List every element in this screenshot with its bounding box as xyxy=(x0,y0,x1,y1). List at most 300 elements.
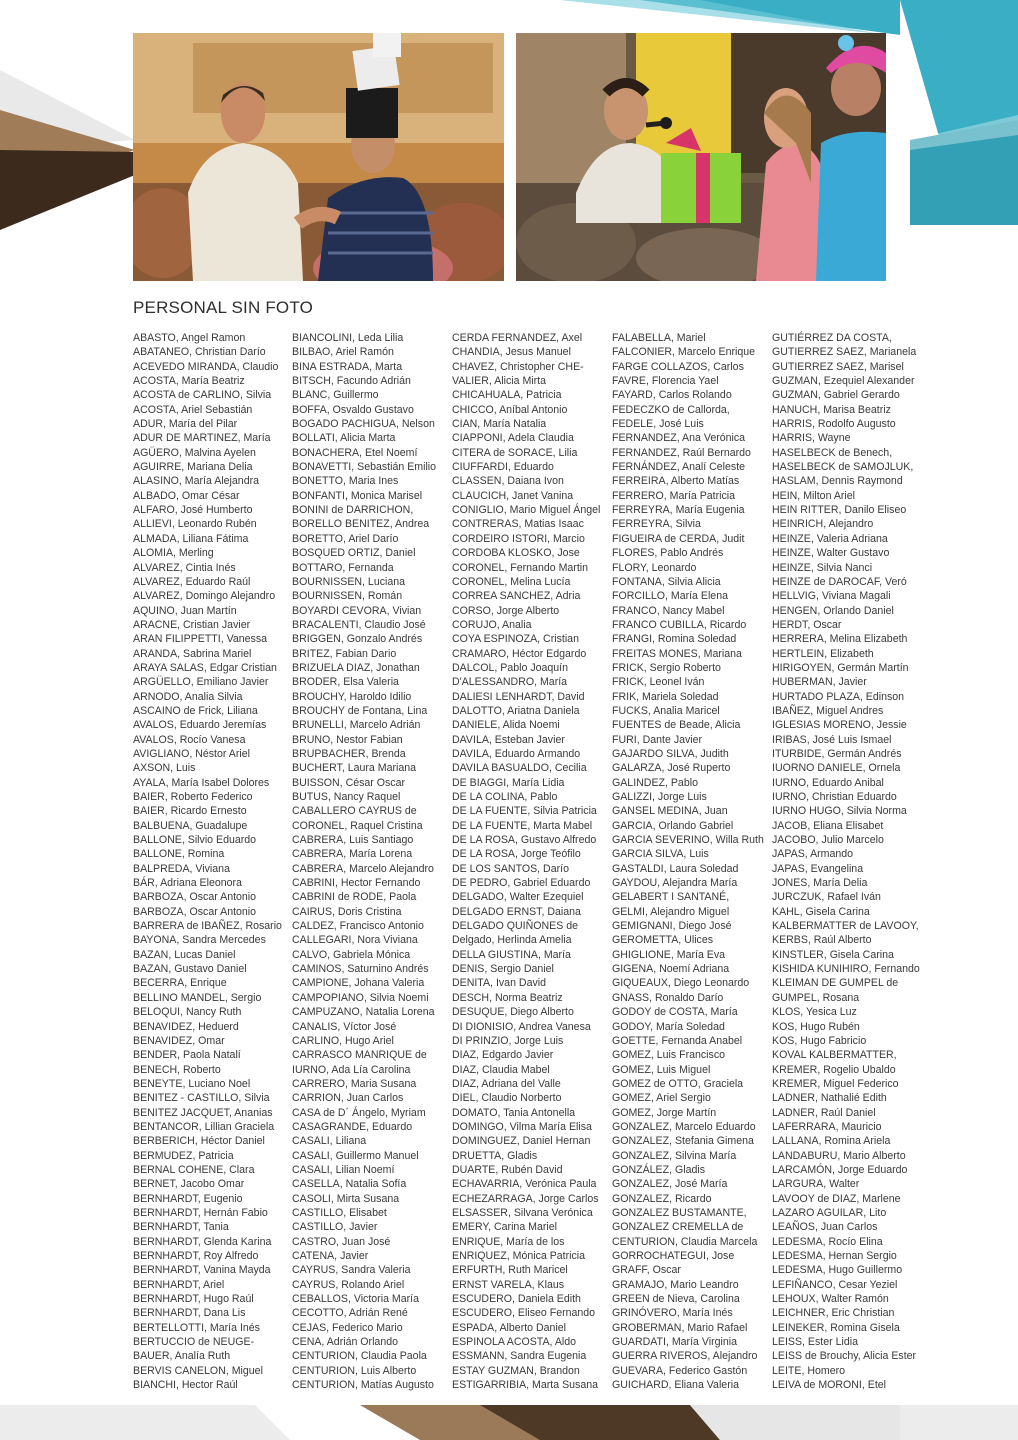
name-entry: DAVILA BASUALDO, Cecilia xyxy=(452,762,587,775)
name-entry: FALABELLA, Mariel xyxy=(612,332,706,344)
name-entry: BAIER, Ricardo Ernesto xyxy=(133,805,247,818)
name-entry: CAMPIONE, Johana Valeria xyxy=(292,977,425,990)
name-entry: FRICK, Sergio Roberto xyxy=(612,661,721,674)
name-entry: KISHIDA KUNIHIRO, Fernando xyxy=(772,963,920,976)
name-entry: CRAMARO, Héctor Edgardo xyxy=(452,647,587,660)
name-entry: BRIZUELA DIAZ, Jonathan xyxy=(292,661,420,674)
name-entry: GOMEZ, Jorge Martín xyxy=(612,1106,717,1119)
names-column-2 xyxy=(292,331,452,1392)
left-decoration xyxy=(0,0,135,240)
name-entry: ENRIQUEZ, Mónica Patricia xyxy=(452,1250,586,1262)
name-entry: DAVILA, Eduardo Armando xyxy=(452,747,581,760)
name-entry: GUARDATI, María Virginia xyxy=(612,1336,737,1349)
name-entry: HERRERA, Melina Elizabeth xyxy=(772,633,908,646)
name-entry: HEINZE de DAROCAF, Veró xyxy=(772,575,907,588)
name-entry: KAHL, Gisela Carina xyxy=(772,905,870,918)
name-entry: HASELBECK de Benech, xyxy=(772,446,893,459)
name-entry: FERNANDEZ, Ana Verónica xyxy=(612,432,746,445)
name-entry: BOYARDI CEVORA, Vivian xyxy=(292,604,422,617)
name-entry: CABRERA, Luis Santiago xyxy=(292,834,414,847)
name-entry: BOSQUED ORTIZ, Daniel xyxy=(292,547,416,560)
name-entry: GONZALEZ BUSTAMANTE, xyxy=(612,1206,747,1219)
name-entry: ACOSTA, Ariel Sebastián xyxy=(133,403,253,416)
name-entry: HIRIGOYEN, Germán Martín xyxy=(772,661,909,674)
name-entry: AVALOS, Eduardo Jeremías xyxy=(133,719,267,732)
name-entry: BERNHARDT, Vanina Mayda xyxy=(133,1264,271,1277)
name-entry: BORELLO BENITEZ, Andrea xyxy=(292,518,430,531)
name-entry: GODOY, María Soledad xyxy=(612,1020,725,1033)
name-entry: BILBAO, Ariel Ramón xyxy=(292,346,394,359)
name-entry: FERREYRA, Silvia xyxy=(612,518,701,531)
name-entry: DESCH, Norma Beatriz xyxy=(452,991,563,1004)
name-entry: DE LA COLINA, Pablo xyxy=(452,791,558,803)
name-entry: CAMPUZANO, Natalia Lorena xyxy=(292,1006,435,1019)
name-entry: ALASINO, María Alejandra xyxy=(133,475,260,488)
name-entry: BOURNISSEN, Luciana xyxy=(292,575,406,588)
name-entry: BERNHARDT, Eugenio xyxy=(133,1192,243,1205)
name-entry: KOVAL KALBERMATTER, xyxy=(772,1049,897,1062)
name-entry: BENAVIDEZ, Omar xyxy=(133,1034,225,1047)
name-entry: GHIGLIONE, María Eva xyxy=(612,948,726,961)
name-entry: ARANDA, Sabrina Mariel xyxy=(133,647,252,660)
name-entry: BERNHARDT, Hugo Raúl xyxy=(133,1293,254,1306)
name-entry: BERNHARDT, Tania xyxy=(133,1221,229,1234)
name-entry: CAYRUS, Sandra Valeria xyxy=(292,1264,411,1277)
name-entry: BUCHERT, Laura Mariana xyxy=(292,762,417,775)
name-entry: BLANC, Guillermo xyxy=(292,389,379,402)
name-entry: CABRINI, Hector Fernando xyxy=(292,877,421,890)
name-entry: ABASTO, Angel Ramon xyxy=(133,332,246,344)
name-entry: CASALI, Lilian Noemí xyxy=(292,1163,395,1176)
name-entry: BENDER, Paola Natalí xyxy=(133,1049,241,1062)
name-entry: ACOSTA, María Beatriz xyxy=(133,375,245,388)
name-entry: ERNST VARELA, Klaus xyxy=(452,1278,565,1291)
name-entry: CASTILLO, Javier xyxy=(292,1221,378,1234)
name-entry: BAUER, Analía Ruth xyxy=(133,1350,231,1363)
name-entry: FERNÁNDEZ, Analí Celeste xyxy=(612,461,746,474)
name-entry: JURCZUK, Rafael Iván xyxy=(772,891,881,904)
name-entry: BERNET, Jacobo Omar xyxy=(133,1178,245,1191)
name-entry: FRANGI, Romina Soledad xyxy=(612,633,737,646)
name-entry: ALVAREZ, Cintia Inés xyxy=(133,561,236,574)
name-entry: CABRINI de RODE, Paola xyxy=(292,891,417,904)
name-entry: GRAFF, Oscar xyxy=(612,1264,681,1277)
name-entry: LEISS de Brouchy, Alicia Ester xyxy=(772,1350,917,1363)
name-entry: CALDEZ, Francisco Antonio xyxy=(292,920,424,933)
name-entry: KALBERMATTER de LAVOOY, xyxy=(772,920,919,933)
name-entry: BOLLATI, Alicia Marta xyxy=(292,432,396,445)
name-entry: HERDT, Oscar xyxy=(772,618,842,631)
name-entry: Delgado, Herlinda Amelia xyxy=(452,934,572,947)
name-entry: GREEN de Nieva, Carolina xyxy=(612,1293,740,1306)
name-entry: LEISS, Ester Lidia xyxy=(772,1336,858,1349)
name-entry: DIEL, Claudio Norberto xyxy=(452,1092,562,1105)
name-entry: HERTLEIN, Elizabeth xyxy=(772,647,874,660)
name-entry: BUTUS, Nancy Raquel xyxy=(292,791,401,803)
name-entry: ACOSTA de CARLINO, Silvia xyxy=(133,389,272,402)
name-entry: BENITEZ - CASTILLO, Silvia xyxy=(133,1092,270,1105)
name-entry: CIUFFARDI, Eduardo xyxy=(452,461,554,474)
name-entry: BALPREDA, Viviana xyxy=(133,862,230,875)
name-entry: ASCAINO de Frick, Liliana xyxy=(133,704,258,717)
name-entry: LAZARO AGUILAR, Lito xyxy=(772,1206,887,1219)
name-entry: KOS, Hugo Rubén xyxy=(772,1020,860,1033)
name-entry: KLOS, Yesica Luz xyxy=(772,1006,857,1019)
name-entry: BERNHARDT, Glenda Karina xyxy=(133,1235,272,1248)
name-entry: CORONEL, Fernando Martin xyxy=(452,561,589,574)
name-entry: DRUETTA, Gladis xyxy=(452,1149,538,1162)
name-entry: LEDESMA, Rocío Elina xyxy=(772,1235,883,1248)
event-photo-1-image xyxy=(133,33,504,281)
name-entry: CAYRUS, Rolando Ariel xyxy=(292,1278,405,1291)
name-entry: CENTURION, Luis Alberto xyxy=(292,1364,417,1377)
name-entry: GEMIGNANI, Diego José xyxy=(612,920,732,933)
name-entry: GASTALDI, Laura Soledad xyxy=(612,862,739,875)
name-entry: BENECH, Roberto xyxy=(133,1063,221,1076)
name-entry: GRINÓVERO, María Inés xyxy=(612,1307,733,1320)
name-entry: DESUQUE, Diego Alberto xyxy=(452,1006,574,1019)
name-entry: FRANCO, Nancy Mabel xyxy=(612,604,725,617)
name-entry: CORDEIRO ISTORI, Marcio xyxy=(452,532,585,545)
name-entry: ALBADO, Omar César xyxy=(133,489,240,502)
name-entry: GUTIERREZ SAEZ, Marianela xyxy=(772,346,917,359)
name-entry: CABALLERO CAYRUS de xyxy=(292,805,417,818)
name-entry: CASELLA, Natalia Sofía xyxy=(292,1178,407,1191)
name-entry: ESPADA, Alberto Daniel xyxy=(452,1321,567,1334)
name-entry: GROBERMAN, Mario Rafael xyxy=(612,1321,748,1334)
name-entry: DE LA FUENTE, Marta Mabel xyxy=(452,819,593,832)
name-entry: FIGUEIRA de CERDA, Judit xyxy=(612,532,745,545)
name-entry: DE LA ROSA, Jorge Teófilo xyxy=(452,848,581,861)
name-entry: CEBALLOS, Victoria María xyxy=(292,1293,419,1306)
name-entry: GELMI, Alejandro Miguel xyxy=(612,905,730,918)
event-photo-2 xyxy=(516,33,886,281)
name-entry: DALCOL, Pablo Joaquín xyxy=(452,661,569,674)
name-entry: BONINI de DARRICHON, xyxy=(292,504,414,517)
name-entry: LEDESMA, Hernan Sergio xyxy=(772,1250,897,1262)
name-entry: ACEVEDO MIRANDA, Claudio xyxy=(133,360,279,373)
name-entry: BRIGGEN, Gonzalo Andrés xyxy=(292,633,423,646)
name-entry: IGLESIAS MORENO, Jessie xyxy=(772,719,907,732)
name-entry: ADUR, María del Pilar xyxy=(133,418,238,431)
name-entry: GUZMAN, Ezequiel Alexander xyxy=(772,375,915,388)
name-entry: FUCKS, Analia Maricel xyxy=(612,704,720,717)
name-entry: AQUINO, Juan Martín xyxy=(133,604,237,617)
name-entry: JAPAS, Armando xyxy=(772,848,854,861)
name-entry: DIAZ, Claudia Mabel xyxy=(452,1063,550,1076)
name-entry: DELLA GIUSTINA, María xyxy=(452,948,571,961)
name-entry: LARGURA, Walter xyxy=(772,1178,860,1191)
name-entry: BELOQUI, Nancy Ruth xyxy=(133,1006,242,1019)
name-entry: BRITEZ, Fabian Dario xyxy=(292,647,397,660)
name-entry: ADUR DE MARTINEZ, María xyxy=(133,432,271,445)
name-entry: DENIS, Sergio Daniel xyxy=(452,963,554,976)
name-entry: CORONEL, Melina Lucía xyxy=(452,575,571,588)
name-entry: GANSEL MEDINA, Juan xyxy=(612,805,728,818)
name-entry: LEAÑOS, Juan Carlos xyxy=(772,1221,878,1234)
name-entry: GAJARDO SILVA, Judith xyxy=(612,747,729,760)
name-entry: ALMADA, Liliana Fátima xyxy=(133,532,249,545)
name-entry: DALOTTO, Ariatna Daniela xyxy=(452,704,580,717)
name-entry: CORONEL, Raquel Cristina xyxy=(292,819,423,832)
name-entry: CANALIS, Víctor José xyxy=(292,1020,397,1033)
name-entry: GEROMETTA, Ulices xyxy=(612,934,714,947)
name-entry: LAVOOY de DIAZ, Marlene xyxy=(772,1192,901,1205)
name-entry: GONZALEZ, José María xyxy=(612,1178,728,1191)
name-entry: DE LA FUENTE, Silvia Patricia xyxy=(452,805,597,818)
name-entry: GONZALEZ, Silvina María xyxy=(612,1149,737,1162)
name-entry: CHICAHUALA, Patricia xyxy=(452,389,562,402)
name-entry: HEINZE, Walter Gustavo xyxy=(772,547,890,560)
name-entry: GUMPEL, Rosana xyxy=(772,991,860,1004)
name-entry: HUBERMAN, Javier xyxy=(772,676,867,689)
name-entry: CORUJO, Analia xyxy=(452,618,532,631)
name-entry: GAYDOU, Alejandra María xyxy=(612,877,738,890)
name-entry: DE PEDRO, Gabriel Eduardo xyxy=(452,877,591,890)
name-entry: GUZMAN, Gabriel Gerardo xyxy=(772,389,900,402)
name-entry: GORROCHATEGUI, Jose xyxy=(612,1250,735,1262)
name-entry: CABRERA, María Lorena xyxy=(292,848,413,861)
name-entry: ALVAREZ, Domingo Alejandro xyxy=(133,590,276,603)
name-entry: GONZALEZ, Stefania Gimena xyxy=(612,1135,754,1148)
name-entry: CLASSEN, Daiana Ivon xyxy=(452,475,564,488)
name-entry: FREITAS MONES, Mariana xyxy=(612,647,742,660)
name-entry: ALOMIA, Merling xyxy=(133,547,214,560)
name-entry: CARRION, Juan Carlos xyxy=(292,1092,404,1105)
name-entry: BENTANCOR, Lillian Graciela xyxy=(133,1120,275,1133)
name-entry: GIQUEAUX, Diego Leonardo xyxy=(612,977,750,990)
name-entry: DOMATO, Tania Antonella xyxy=(452,1106,576,1119)
name-entry: LANDABURU, Mario Alberto xyxy=(772,1149,906,1162)
name-entry: LEITE, Homero xyxy=(772,1364,846,1377)
name-entry: BALLONE, Silvio Eduardo xyxy=(133,834,257,847)
name-entry: VALIER, Alicia Mirta xyxy=(452,375,546,388)
name-entry: DELGADO ERNST, Daiana xyxy=(452,905,581,918)
name-entry: HASELBECK de SAMOJLUK, xyxy=(772,461,914,474)
name-entry: GARCIA SILVA, Luis xyxy=(612,848,709,861)
name-entry: GONZALEZ, Marcelo Eduardo xyxy=(612,1120,756,1133)
name-entry: BERNHARDT, Roy Alfredo xyxy=(133,1250,259,1262)
name-entry: ESCUDERO, Eliseo Fernando xyxy=(452,1307,596,1320)
name-entry: KOS, Hugo Fabricio xyxy=(772,1034,867,1047)
name-entry: CIAN, María Natalia xyxy=(452,418,547,431)
name-entry: LEFIÑANCO, Cesar Yeziel xyxy=(772,1278,898,1291)
name-entry: BERNHARDT, Hernán Fabio xyxy=(133,1206,268,1219)
name-entry: BENEYTE, Luciano Noel xyxy=(133,1077,251,1090)
name-entry: GALINDEZ, Pablo xyxy=(612,776,698,789)
name-entry: GONZALEZ CREMELLA de xyxy=(612,1221,744,1234)
name-entry: CORDOBA KLOSKO, Jose xyxy=(452,547,580,560)
name-entry: BORETTO, Ariel Darío xyxy=(292,532,399,545)
name-entry: ECHAVARRIA, Verónica Paula xyxy=(452,1178,597,1191)
name-entry: CENTURION, Matías Augusto xyxy=(292,1379,434,1392)
name-entry: AYALA, María Isabel Dolores xyxy=(133,776,270,789)
name-entry: HENGEN, Orlando Daniel xyxy=(772,604,894,617)
name-entry: CHAVEZ, Christopher CHE- xyxy=(452,360,584,373)
name-entry: GOMEZ, Luis Miguel xyxy=(612,1063,711,1076)
name-entry: AGUIRRE, Mariana Delia xyxy=(133,461,253,474)
name-entry: GARCIA, Orlando Gabriel xyxy=(612,819,734,832)
name-entry: FERREIRA, Alberto Matías xyxy=(612,475,740,488)
name-entry: BARBOZA, Oscar Antonio xyxy=(133,891,257,904)
name-entry: LEHOUX, Walter Ramón xyxy=(772,1293,889,1306)
name-entry: AVIGLIANO, Néstor Ariel xyxy=(133,747,250,760)
name-entry: JAPAS, Evangelina xyxy=(772,862,864,875)
name-entry: GONZÁLEZ, Gladis xyxy=(612,1163,706,1176)
name-entry: HARRIS, Rodolfo Augusto xyxy=(772,418,896,431)
name-entry: CEJAS, Federico Mario xyxy=(292,1321,403,1334)
name-entry: BOURNISSEN, Román xyxy=(292,590,403,603)
name-entry: BOTTARO, Fernanda xyxy=(292,561,394,574)
name-entry: CASAGRANDE, Eduardo xyxy=(292,1120,413,1133)
name-entry: EMERY, Carina Mariel xyxy=(452,1221,557,1234)
name-entry: LAFERRARA, Mauricio xyxy=(772,1120,882,1133)
name-entry: GODOY de COSTA, María xyxy=(612,1006,738,1019)
name-entry: FARGE COLLAZOS, Carlos xyxy=(612,360,744,373)
name-entry: ELSASSER, Silvana Verónica xyxy=(452,1206,593,1219)
name-entry: ARAYA SALAS, Edgar Cristian xyxy=(133,661,277,674)
name-entry: IUORNO DANIELE, Ornela xyxy=(772,762,901,775)
name-entry: CABRERA, Marcelo Alejandro xyxy=(292,862,434,875)
name-entry: COYA ESPINOZA, Cristian xyxy=(452,633,579,646)
name-entry: BAZAN, Gustavo Daniel xyxy=(133,963,247,976)
name-entry: ABATANEO, Christian Darío xyxy=(133,346,266,359)
name-entry: CASOLI, Mirta Susana xyxy=(292,1192,400,1205)
name-entry: GUTIERREZ SAEZ, Marisel xyxy=(772,360,904,373)
name-entry: BONETTO, Maria Ines xyxy=(292,475,399,488)
name-entry: BONFANTI, Monica Marisel xyxy=(292,489,423,502)
name-entry: LEICHNER, Eric Christian xyxy=(772,1307,895,1320)
name-entry: CORREA SANCHEZ, Adria xyxy=(452,590,581,603)
name-entry: KREMER, Miguel Federico xyxy=(772,1077,899,1090)
name-entry: BÁR, Adriana Eleonora xyxy=(133,877,242,890)
name-entry: GONZALEZ, Ricardo xyxy=(612,1192,712,1205)
name-entry: GOETTE, Fernanda Anabel xyxy=(612,1034,743,1047)
name-entry: ALLIEVI, Leonardo Rubén xyxy=(133,518,257,531)
name-entry: AGÜERO, Malvina Ayelen xyxy=(133,446,256,459)
name-entry: BENAVIDEZ, Heduerd xyxy=(133,1020,239,1033)
name-entry: KERBS, Raúl Alberto xyxy=(772,934,872,947)
name-entry: ARACNE, Cristian Javier xyxy=(133,618,251,631)
event-photo-2-image xyxy=(516,33,886,281)
name-entry: ALFARO, José Humberto xyxy=(133,504,253,517)
name-entry: BERBERICH, Héctor Daniel xyxy=(133,1135,265,1148)
name-entry: GUTIÉRREZ DA COSTA, xyxy=(772,332,892,344)
name-entry: LALLANA, Romina Ariela xyxy=(772,1135,891,1148)
name-entry: BALBUENA, Guadalupe xyxy=(133,819,248,832)
name-entry: BERTELLOTTI, María Inés xyxy=(133,1321,260,1334)
name-entry: HEIN RITTER, Danilo Eliseo xyxy=(772,504,907,517)
name-entry: GRAMAJO, Mario Leandro xyxy=(612,1278,739,1291)
name-entry: LADNER, Raúl Daniel xyxy=(772,1106,876,1119)
name-entry: DENITA, Ivan David xyxy=(452,977,546,990)
bottom-decoration xyxy=(0,1405,1018,1440)
name-entry: BENITEZ JACQUET, Ananias xyxy=(133,1106,273,1119)
name-entry: CAMINOS, Saturnino Andrés xyxy=(292,963,429,976)
name-entry: BRUNO, Nestor Fabian xyxy=(292,733,403,746)
name-entry: GELABERT I SANTANÉ, xyxy=(612,891,730,904)
name-entry: HEIN, Milton Ariel xyxy=(772,489,856,502)
name-entry: D'ALESSANDRO, María xyxy=(452,676,568,689)
name-entry: LADNER, Nathalié Edith xyxy=(772,1092,887,1105)
name-entry: LEINEKER, Romina Gisela xyxy=(772,1321,900,1334)
name-entry: KLEIMAN DE GUMPEL de xyxy=(772,977,899,990)
name-entry: DE LOS SANTOS, Darío xyxy=(452,862,569,875)
name-entry: CASTRO, Juan José xyxy=(292,1235,391,1248)
name-entry: DIAZ, Adriana del Valle xyxy=(452,1077,561,1090)
name-entry: DOMINGO, Vilma María Elisa xyxy=(452,1120,592,1133)
name-entry: HEINZE, Valeria Adriana xyxy=(772,532,888,545)
name-entry: AVALOS, Rocío Vanesa xyxy=(133,733,246,746)
name-entry: BIANCHI, Hector Raúl xyxy=(133,1379,238,1392)
name-entry: CORSO, Jorge Alberto xyxy=(452,604,560,617)
name-entry: DE LA ROSA, Gustavo Alfredo xyxy=(452,834,597,847)
name-entry: BIANCOLINI, Leda Lilia xyxy=(292,332,404,344)
name-entry: AXSON, Luis xyxy=(133,762,196,775)
event-photo-1 xyxy=(133,33,504,281)
name-entry: IRIBAS, José Luis Ismael xyxy=(772,733,892,746)
name-entry: HASLAM, Dennis Raymond xyxy=(772,475,903,488)
name-entry: FERNANDEZ, Raúl Bernardo xyxy=(612,446,751,459)
name-entry: DI PRINZIO, Jorge Luis xyxy=(452,1034,564,1047)
name-entry: CENA, Adrián Orlando xyxy=(292,1336,398,1349)
name-entry: ARNODO, Analia Silvia xyxy=(133,690,243,703)
name-entry: BELLINO MANDEL, Sergio xyxy=(133,991,262,1004)
name-entry: FRICK, Leonel Iván xyxy=(612,676,705,689)
name-entry: FERRERO, María Patricia xyxy=(612,489,736,502)
name-entry: BERNHARDT, Dana Lis xyxy=(133,1307,246,1320)
name-entry: DANIELE, Alida Noemi xyxy=(452,719,560,732)
name-entry: FRANCO CUBILLA, Ricardo xyxy=(612,618,747,631)
name-entry: HARRIS, Wayne xyxy=(772,432,851,445)
name-entry: BERTUCCIO de NEUGE- xyxy=(133,1336,255,1349)
name-entry: GOMEZ, Ariel Sergio xyxy=(612,1092,711,1105)
name-entry: HELLVIG, Viviana Magali xyxy=(772,590,891,603)
name-entry: FEDELE, José Luis xyxy=(612,418,704,431)
name-entry: ECHEZARRAGA, Jorge Carlos xyxy=(452,1192,599,1205)
name-entry: DALIESI LENHARDT, David xyxy=(452,690,585,703)
name-entry: DI DIONISIO, Andrea Vanesa xyxy=(452,1020,591,1033)
name-entry: DELGADO QUIÑONES de xyxy=(452,920,578,933)
name-entry: ALVAREZ, Eduardo Raúl xyxy=(133,575,251,588)
name-entry: JACOBO, Julio Marcelo xyxy=(772,834,884,847)
name-entry: BONACHERA, Etel Noemí xyxy=(292,446,418,459)
name-entry: ARAN FILIPPETTI, Vanessa xyxy=(133,633,268,646)
name-entry: DOMINGUEZ, Daniel Hernan xyxy=(452,1135,591,1148)
name-entry: BERNHARDT, Ariel xyxy=(133,1278,225,1291)
name-entry: BUISSON, César Oscar xyxy=(292,776,406,789)
name-entry: GOMEZ de OTTO, Graciela xyxy=(612,1077,744,1090)
name-entry: ESSMANN, Sandra Eugenia xyxy=(452,1350,587,1363)
name-entry: BECERRA, Enrique xyxy=(133,977,227,990)
name-entry: FEDECZKO de Callorda, xyxy=(612,403,730,416)
name-entry: FONTANA, Silvia Alicia xyxy=(612,575,721,588)
name-entry: BOFFA, Osvaldo Gustavo xyxy=(292,403,414,416)
name-entry: ENRIQUE, María de los xyxy=(452,1235,565,1248)
name-entry: BERMUDEZ, Patricia xyxy=(133,1149,234,1162)
name-entry: BAIER, Roberto Federico xyxy=(133,791,253,803)
section-title: PERSONAL SIN FOTO xyxy=(133,298,314,317)
names-column-1 xyxy=(133,331,293,1392)
name-entry: GUEVARA, Federico Gastón xyxy=(612,1364,748,1377)
name-entry: BROUCHY de Fontana, Lina xyxy=(292,704,428,717)
name-entry: FRIK, Mariela Soledad xyxy=(612,690,719,703)
name-entry: DE BIAGGI, María Lidia xyxy=(452,776,565,789)
name-entry: IURNO, Christian Eduardo xyxy=(772,791,897,803)
name-entry: JONES, María Delia xyxy=(772,877,868,890)
name-entry: ESPINOLA ACOSTA, Aldo xyxy=(452,1336,577,1349)
name-entry: BRUNELLI, Marcelo Adrián xyxy=(292,719,421,732)
